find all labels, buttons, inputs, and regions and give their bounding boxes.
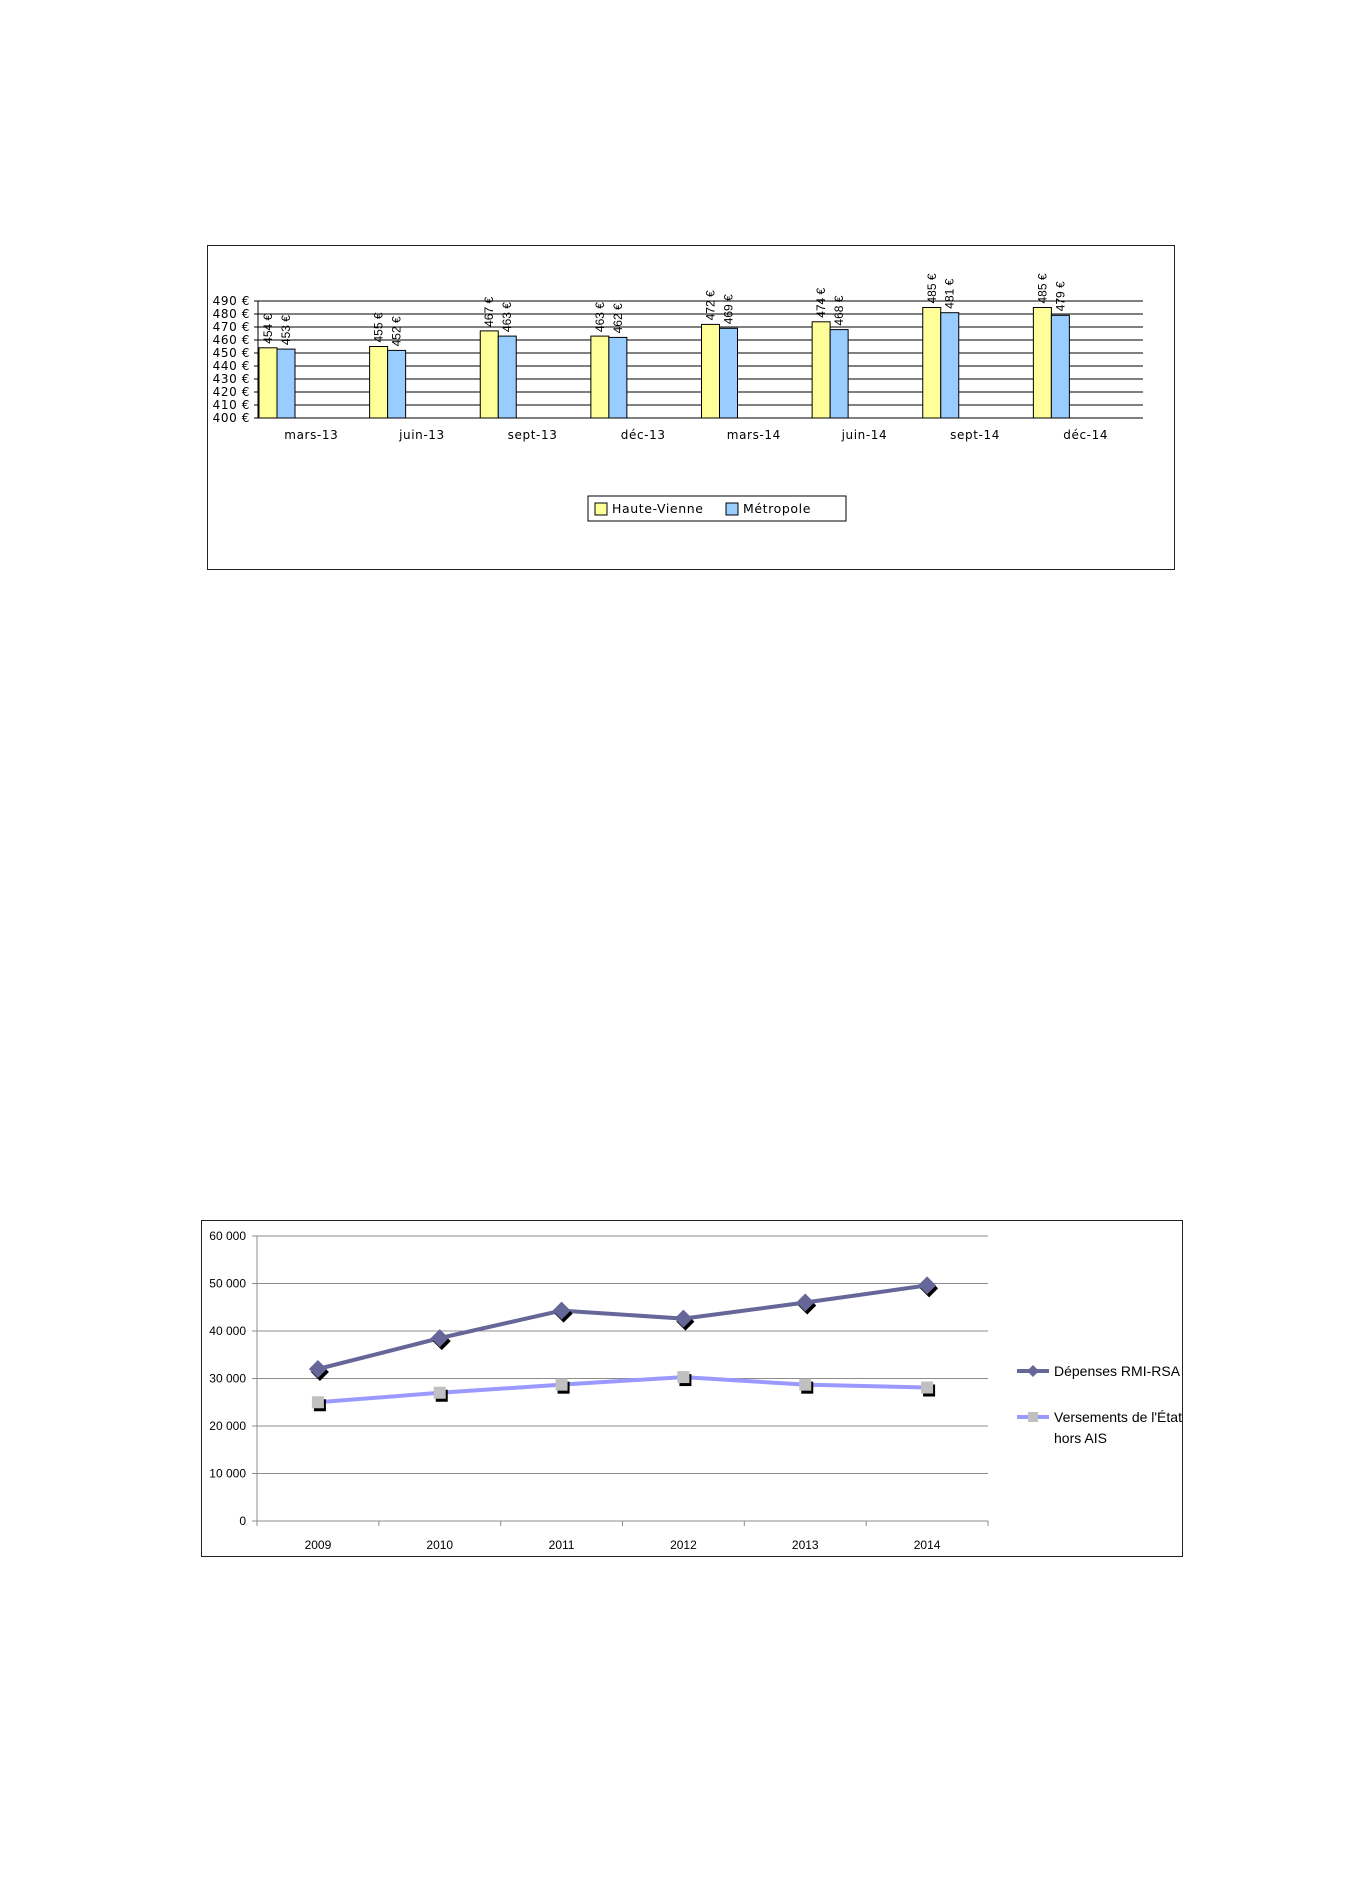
data-point	[921, 1382, 935, 1397]
y-tick-label: 470 €	[212, 320, 250, 334]
x-tick-label: déc-14	[1063, 428, 1109, 442]
legend-marker-versements	[1028, 1412, 1038, 1422]
data-label: 455 €	[371, 312, 386, 343]
y-tick-label: 480 €	[212, 307, 250, 321]
x-tick-label: sept-13	[507, 428, 558, 442]
data-point	[309, 1360, 329, 1381]
y-tick-label: 460 €	[212, 333, 250, 347]
y-tick-label: 440 €	[212, 359, 250, 373]
data-point	[434, 1387, 448, 1402]
data-point	[431, 1329, 451, 1350]
x-tick-label: sept-14	[950, 428, 1000, 442]
data-point	[799, 1379, 813, 1394]
x-tick-label: juin-13	[399, 428, 445, 442]
marker-shape	[312, 1396, 324, 1408]
legend-label: Haute-Vienne	[612, 501, 704, 516]
data-label: 472 €	[703, 290, 718, 321]
data-label: 481 €	[942, 278, 957, 309]
y-tick-label: 450 €	[212, 346, 250, 360]
legend-swatch-metropole	[726, 503, 738, 515]
data-label: 468 €	[832, 295, 847, 326]
y-tick-label: 10 000	[209, 1466, 246, 1481]
y-tick-label: 410 €	[212, 398, 250, 412]
x-tick-label: 2010	[426, 1538, 454, 1552]
data-point	[312, 1396, 326, 1411]
data-point	[918, 1276, 938, 1297]
bar-métropole	[830, 330, 848, 418]
bar-chart-average-amount	[207, 245, 1175, 570]
data-label: 454 €	[261, 313, 275, 344]
marker-shape	[921, 1382, 933, 1394]
bar-métropole	[1051, 315, 1069, 418]
legend-label-line-1: Versements de l'État	[1054, 1409, 1182, 1425]
marker-shape	[677, 1371, 689, 1383]
y-tick-label: 0	[239, 1514, 246, 1528]
line-chart-rmi-rsa	[201, 1220, 1183, 1557]
series-line-0	[318, 1285, 927, 1369]
y-tick-label: 50 000	[209, 1276, 246, 1291]
y-tick-label: 40 000	[209, 1324, 246, 1338]
marker-shape	[434, 1387, 446, 1399]
data-label: 485 €	[1035, 273, 1050, 304]
bar-haute-vienne	[702, 324, 720, 418]
series-line-1	[318, 1377, 927, 1402]
y-tick-label: 400 €	[212, 411, 250, 425]
y-tick-label: 430 €	[212, 372, 250, 386]
x-tick-label: déc-13	[620, 428, 666, 442]
data-label: 479 €	[1053, 281, 1068, 312]
data-label: 485 €	[924, 273, 939, 304]
data-label: 469 €	[721, 294, 736, 325]
data-point	[796, 1294, 816, 1315]
data-label: 474 €	[814, 287, 829, 318]
bar-métropole	[941, 313, 959, 418]
legend-label: Dépenses RMI-RSA	[1054, 1363, 1181, 1379]
marker-shape	[556, 1379, 568, 1391]
bar-haute-vienne	[370, 347, 388, 419]
bar-métropole	[277, 349, 295, 418]
legend	[588, 496, 846, 521]
data-point	[674, 1310, 694, 1331]
y-tick-label: 490 €	[212, 294, 250, 308]
data-label: 462 €	[610, 303, 625, 334]
legend-label: Métropole	[743, 501, 812, 516]
bar-haute-vienne	[812, 322, 830, 418]
y-tick-label: 420 €	[212, 385, 250, 399]
legend-marker-depenses	[1027, 1365, 1039, 1377]
bar-métropole	[388, 350, 406, 418]
data-label: 453 €	[279, 315, 293, 346]
bar-métropole	[720, 328, 738, 418]
x-tick-label: 2011	[548, 1538, 575, 1552]
bar-métropole	[498, 336, 516, 418]
x-tick-label: mars-13	[284, 428, 339, 442]
data-label: 452 €	[389, 316, 404, 347]
data-point	[553, 1302, 573, 1323]
line-chart-svg	[202, 1221, 1184, 1558]
data-point	[677, 1371, 691, 1386]
data-label: 463 €	[592, 302, 607, 333]
bar-métropole	[609, 337, 627, 418]
bar-haute-vienne	[1033, 308, 1051, 419]
bar-haute-vienne	[480, 331, 498, 418]
bar-haute-vienne	[591, 336, 609, 418]
x-tick-label: mars-14	[726, 428, 781, 442]
y-tick-label: 30 000	[209, 1371, 246, 1386]
x-tick-label: 2014	[913, 1538, 941, 1552]
legend	[1017, 1363, 1182, 1446]
legend-label	[1054, 1409, 1182, 1446]
bar-haute-vienne	[259, 348, 277, 418]
data-label: 467 €	[482, 296, 497, 327]
bar-chart-svg	[208, 246, 1176, 571]
data-label: 463 €	[500, 302, 515, 333]
legend-label-line-2: hors AIS	[1054, 1430, 1107, 1446]
data-point	[556, 1379, 570, 1394]
legend-swatch-haute-vienne	[595, 503, 607, 515]
y-tick-label: 20 000	[209, 1419, 246, 1433]
x-tick-label: 2012	[670, 1538, 697, 1552]
x-tick-label: 2009	[304, 1538, 332, 1552]
x-tick-label: juin-14	[841, 428, 888, 442]
y-tick-label: 60 000	[209, 1229, 246, 1243]
marker-shape	[799, 1379, 811, 1391]
bar-haute-vienne	[923, 308, 941, 419]
x-tick-label: 2013	[791, 1538, 819, 1552]
